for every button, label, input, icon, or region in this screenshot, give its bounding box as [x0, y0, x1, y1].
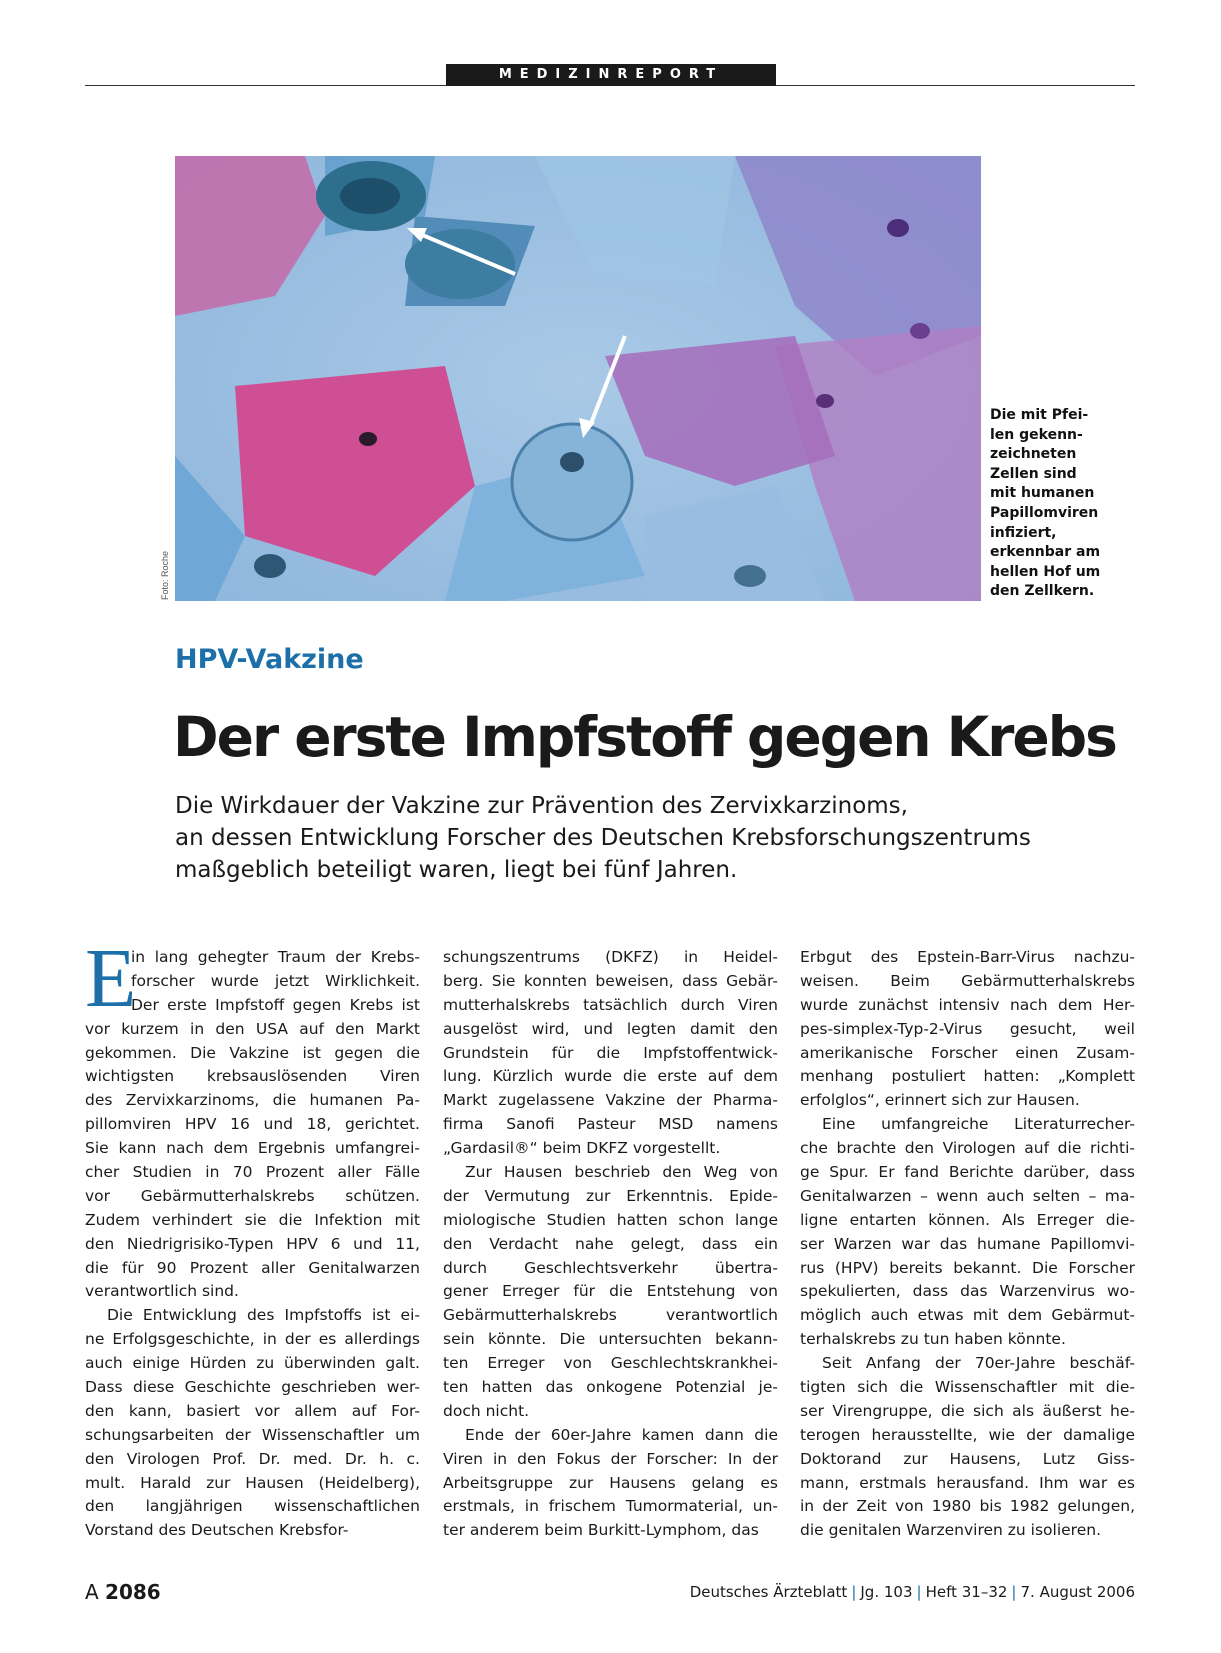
body-line: die für 90 Prozent aller Genitalwarzen [85, 1258, 420, 1277]
body-line: den Verdacht nahe gelegt, dass ein [443, 1234, 778, 1253]
journal-date: 7. August 2006 [1020, 1583, 1135, 1601]
separator: | [916, 1583, 922, 1601]
body-line: wichtigsten krebsauslösenden Viren [85, 1067, 420, 1086]
body-line: durch Geschlechtsverkehr übertra- [443, 1258, 778, 1277]
body-line: ligne entarten können. Als Erreger die- [800, 1210, 1135, 1229]
body-column-2 [443, 946, 778, 1543]
body-line: den Virologen Prof. Dr. med. Dr. h. c. [85, 1449, 420, 1468]
body-line: möglich auch etwas mit dem Gebärmut- [800, 1306, 1135, 1325]
caption-line: Die mit Pfei- [990, 407, 1089, 423]
body-line: Viren in den Fokus der Forscher: In der [443, 1449, 778, 1468]
body-line: vor kurzem in den USA auf den Markt [85, 1019, 420, 1038]
body-line: Grundstein für die Impfstoffentwick- [443, 1043, 778, 1062]
article-dek [175, 790, 1035, 886]
journal-info [690, 1583, 1135, 1601]
body-line: amerikanische Forscher einen Zusam- [800, 1043, 1135, 1062]
dek-line: an dessen Entwicklung Forscher des Deutschen Krebsforschungszentrums [175, 825, 1031, 851]
body-line: in lang gehegter Traum der Krebs- [131, 948, 420, 966]
body-line: Eine umfangreiche Literaturrecher- [822, 1115, 1135, 1134]
body-line: che brachte den Virologen auf die richti- [800, 1139, 1135, 1158]
caption-line: Zellen sind [990, 465, 1077, 482]
body-line: auch einige Hürden zu überwinden galt. [85, 1354, 420, 1373]
body-line: Sie kann nach dem Ergebnis umfangrei- [85, 1139, 420, 1158]
photo-credit: Foto: Roche [160, 550, 170, 600]
caption-line: hellen Hof um [990, 563, 1101, 580]
body-line: erfolglos“, erinnert sich zur Hausen. [800, 1091, 1080, 1110]
body-line: miologische Studien hatten schon lange [443, 1210, 778, 1229]
body-line: Die Entwicklung des Impfstoffs ist ei- [107, 1306, 420, 1325]
page-footer [85, 1580, 1135, 1608]
caption-line: erkennbar am [990, 544, 1101, 561]
body-line: terogen herausstellte, wie der damalige [800, 1425, 1135, 1444]
caption-line: den Zellkern. [990, 583, 1095, 600]
body-line: lung. Kürzlich wurde die erste auf dem [443, 1067, 778, 1086]
caption-line: infiziert, [990, 524, 1057, 541]
dek-line: Die Wirkdauer der Vakzine zur Prävention des Zervixkarzinoms, [175, 793, 908, 819]
page-number [85, 1580, 161, 1604]
body-line: Vorstand des Deutschen Krebsfor- [85, 1521, 349, 1540]
body-line: verantwortlich sind. [85, 1282, 239, 1301]
body-line: berg. Sie konnten beweisen, dass Gebär- [443, 971, 778, 990]
body-line: des Zervixkarzinoms, die humanen Pa- [85, 1091, 420, 1110]
body-line: Dass diese Geschichte geschrieben wer- [85, 1378, 420, 1397]
body-line: Genitalwarzen – wenn auch selten – ma- [800, 1186, 1135, 1205]
body-line: ser Virengruppe, die sich als äußerst he- [800, 1401, 1135, 1420]
body-line: pillomviren HPV 16 und 18, gerichtet. [85, 1115, 420, 1134]
section-label: MEDIZINREPORT [446, 64, 776, 86]
body-line: Doktorand zur Hausens, Lutz Giss- [800, 1449, 1135, 1468]
body-line: vor Gebärmutterhalskrebs schützen. [85, 1186, 420, 1205]
body-line: die genitalen Warzenviren zu isolieren. [800, 1521, 1102, 1540]
page-number-value: 2086 [105, 1580, 161, 1604]
body-line: ne Erfolgsgeschichte, in der es allerdings [85, 1330, 420, 1349]
caption-line: mit humanen [990, 485, 1095, 502]
body-line: mutterhalskrebs tatsächlich durch Viren [443, 995, 778, 1014]
photo-caption [990, 406, 1130, 602]
body-line: schungszentrums (DKFZ) in Heidel- [443, 948, 778, 966]
separator: | [1011, 1583, 1017, 1601]
journal-name: Deutsches Ärzteblatt [689, 1583, 848, 1601]
micrograph-photo [175, 156, 981, 601]
body-line: ten hatten das onkogene Potenzial je- [443, 1378, 778, 1397]
body-line: ter anderem beim Burkitt-Lymphom, das [443, 1521, 759, 1540]
body-line: menhang postuliert hatten: „Komplett [800, 1067, 1135, 1086]
caption-line: zeichneten [990, 446, 1077, 463]
body-line: Erbgut des Epstein-Barr-Virus nachzu- [800, 948, 1135, 966]
journal-volume: Jg. 103 [860, 1583, 913, 1601]
body-line: ge Spur. Er fand Berichte darüber, dass [800, 1163, 1135, 1182]
body-line: doch nicht. [443, 1401, 530, 1420]
dek-line: maßgeblich beteiligt waren, liegt bei fünf Jahren. [175, 857, 738, 883]
body-line: erstmals, in frischem Tumormaterial, un- [443, 1497, 778, 1516]
separator: | [851, 1583, 857, 1601]
body-line: den kann, basiert vor allem auf For- [85, 1401, 420, 1420]
caption-line: Papillomviren [990, 504, 1099, 521]
body-line: wurde zunächst intensiv nach dem Her- [800, 995, 1135, 1014]
body-line: sein könnte. Die untersuchten bekann- [443, 1330, 778, 1349]
body-line: Markt zugelassene Vakzine der Pharma- [443, 1091, 778, 1110]
body-column-3 [800, 946, 1135, 1543]
body-line: Der erste Impfstoff gegen Krebs ist [131, 995, 420, 1014]
body-column-1 [85, 946, 420, 1543]
body-line: mann, erstmals herausfand. Ihm war es [800, 1473, 1135, 1492]
body-line: forscher wurde jetzt Wirklichkeit. [131, 971, 420, 990]
caption-line: len gekenn- [990, 426, 1083, 443]
article-headline: Der erste Impfstoff gegen Krebs [173, 705, 1116, 769]
body-line: tigten sich die Wissenschaftler mit die- [800, 1378, 1135, 1397]
body-line: den langjährigen wissenschaftlichen [85, 1497, 420, 1516]
body-line: ausgelöst wird, und legten damit den [443, 1019, 778, 1038]
body-line: den Niedrigrisiko-Typen HPV 6 und 11, [85, 1234, 420, 1253]
body-line: schungsarbeiten der Wissenschaftler um [85, 1425, 420, 1444]
body-line: terhalskrebs zu tun haben könnte. [800, 1330, 1066, 1349]
body-line: Zudem verhindert sie die Infektion mit [85, 1210, 420, 1229]
body-line: rus (HPV) bereits bekannt. Die Forscher [800, 1258, 1135, 1277]
body-line: Zur Hausen beschrieb den Weg von [465, 1163, 778, 1182]
body-line: firma Sanofi Pasteur MSD namens [443, 1115, 778, 1134]
body-line: ten Erreger von Geschlechtskrankhei- [443, 1354, 778, 1373]
body-line: Seit Anfang der 70er-Jahre beschäf- [822, 1354, 1135, 1373]
article-kicker: HPV-Vakzine [175, 644, 364, 675]
body-line: spekulierten, dass das Warzenvirus wo- [800, 1282, 1135, 1301]
drop-cap: E [85, 932, 137, 1025]
body-line: „Gardasil®“ beim DKFZ vorgestellt. [443, 1139, 721, 1158]
body-line: Ende der 60er-Jahre kamen dann die [465, 1425, 778, 1444]
body-line: pes-simplex-Typ-2-Virus gesucht, weil [800, 1019, 1135, 1038]
journal-issue: Heft 31–32 [925, 1583, 1008, 1601]
body-line: cher Studien in 70 Prozent aller Fälle [85, 1163, 420, 1182]
body-line: weisen. Beim Gebärmutterhalskrebs [800, 971, 1135, 990]
body-line: Gebärmutterhalskrebs verantwortlich [443, 1306, 778, 1325]
page-prefix: A [85, 1580, 99, 1604]
body-line: gekommen. Die Vakzine ist gegen die [85, 1043, 420, 1062]
body-line: ser Warzen war das humane Papillomvi- [800, 1234, 1135, 1253]
body-line: gener Erreger für die Entstehung von [443, 1282, 778, 1301]
body-line: der Vermutung zur Erkenntnis. Epide- [443, 1186, 778, 1205]
body-line: mult. Harald zur Hausen (Heidelberg), [85, 1473, 420, 1492]
body-line: Arbeitsgruppe zur Hausens gelang es [443, 1473, 778, 1492]
body-line: in der Zeit von 1980 bis 1982 gelungen, [800, 1497, 1135, 1516]
